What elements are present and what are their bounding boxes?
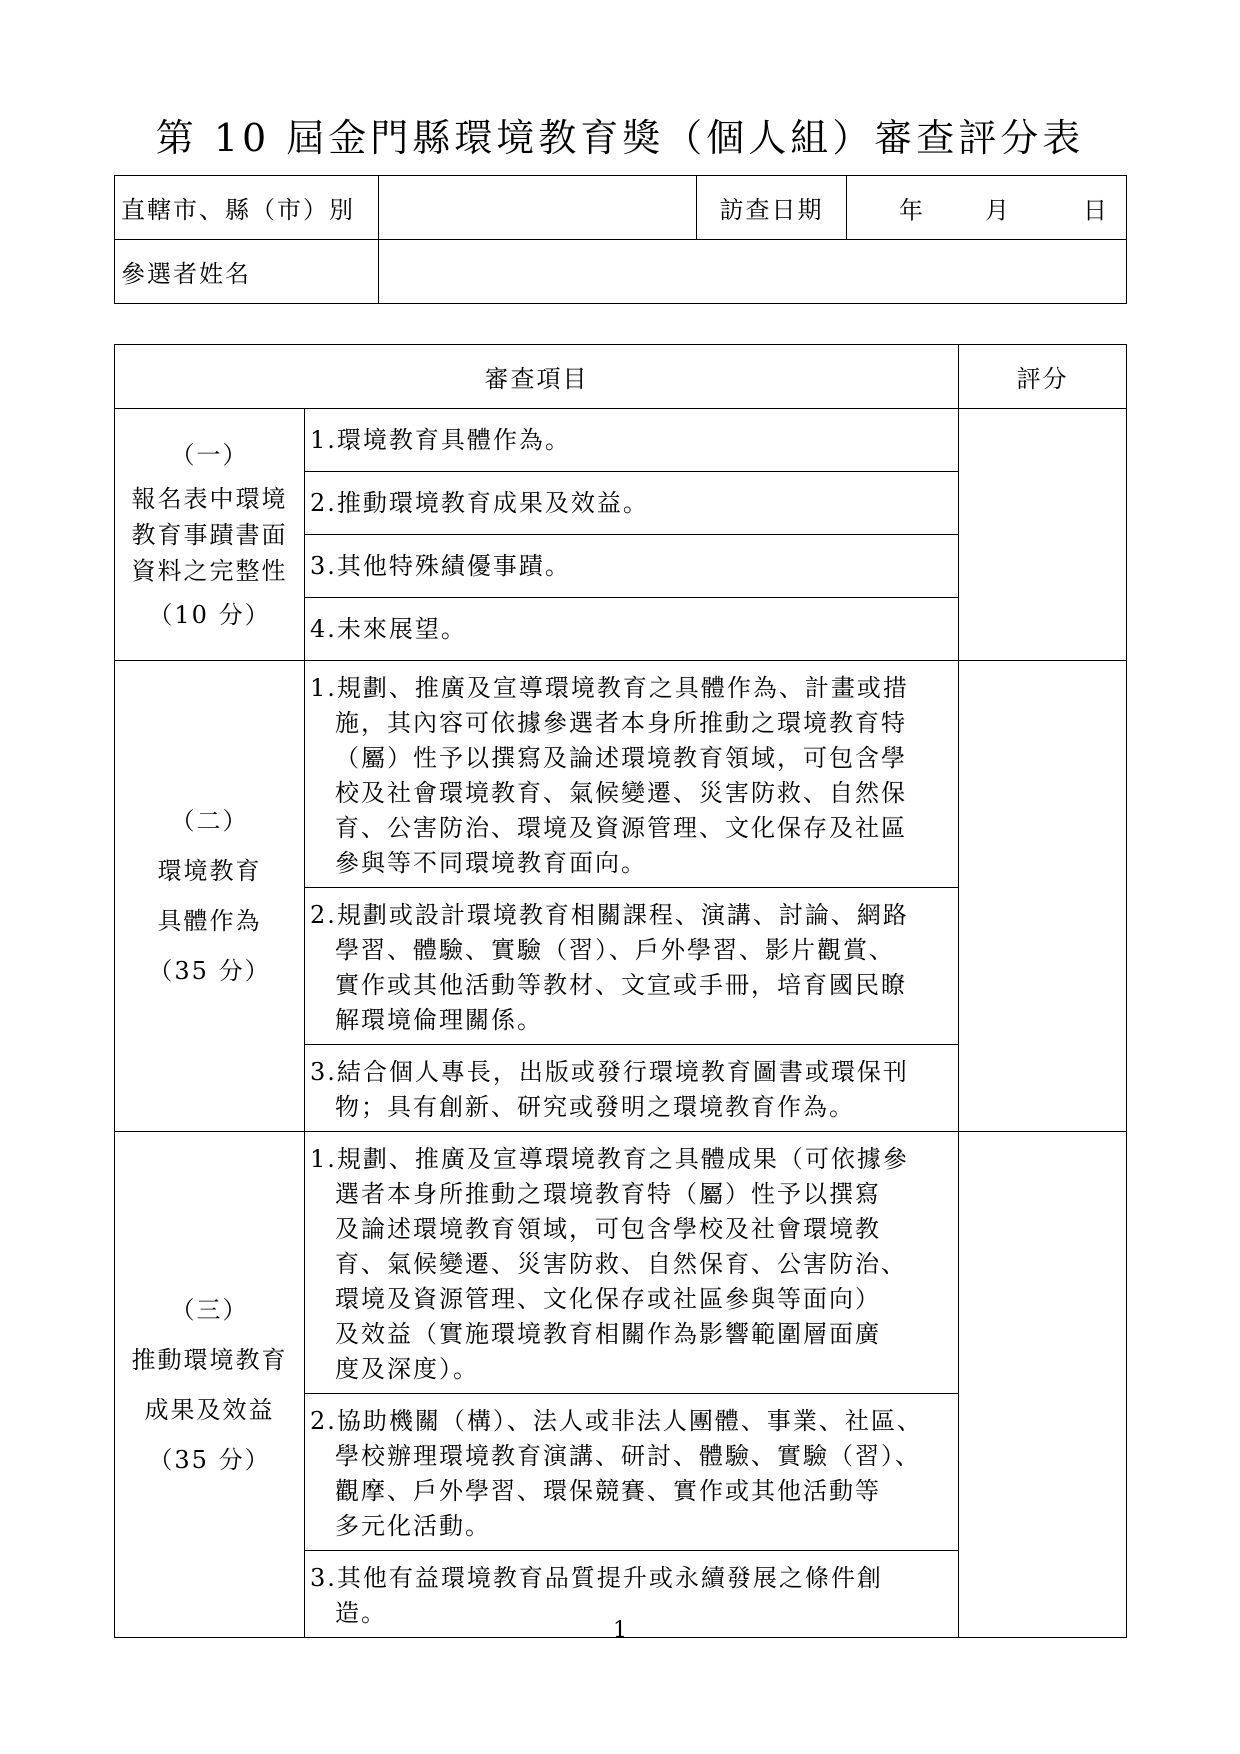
date-year-label: 年 <box>899 196 925 224</box>
section-3-score-cell[interactable] <box>959 1132 1127 1638</box>
review-item-line: 校及社會環境教育、氣候變遷、災害防救、自然保 <box>335 779 907 807</box>
review-item-line: 3.其他特殊績優事蹟。 <box>310 551 571 580</box>
review-item-line: 造。 <box>335 1599 387 1627</box>
review-item <box>305 661 959 888</box>
review-item <box>305 888 959 1045</box>
section-points: （35 分） <box>148 957 271 985</box>
review-header-row <box>115 345 1127 409</box>
section-number: （一） <box>170 440 249 469</box>
review-item <box>305 1045 959 1132</box>
section-name-line: 推動環境教育 <box>131 1345 288 1374</box>
review-item-line: 環境及資源管理、文化保存或社區參與等面向） <box>335 1285 881 1313</box>
section-1-score-cell[interactable] <box>959 409 1127 661</box>
review-item <box>305 1132 959 1394</box>
review-item-line: 1.規劃、推廣及宣導環境教育之具體作為、計畫或措 <box>310 674 909 702</box>
candidate-name-label: 參選者姓名 <box>115 240 379 304</box>
review-item-line: 學習、體驗、實驗（習）、戶外學習、影片觀賞、 <box>335 936 895 964</box>
review-item-line: 2.協助機關（構）、法人或非法人團體、事業、社區、 <box>310 1407 923 1435</box>
review-item-line: 育、公害防治、環境及資源管理、文化保存及社區 <box>335 814 907 842</box>
city-field[interactable] <box>379 176 697 240</box>
review-item-line: 育、氣候變遷、災害防救、自然保育、公害防治、 <box>335 1250 907 1278</box>
review-item-line: 1.環境教育具體作為。 <box>310 425 571 454</box>
review-item-line: 選者本身所推動之環境教育特（屬）性予以撰寫 <box>335 1180 881 1208</box>
review-score-table <box>114 344 1127 1638</box>
section-2-score-cell[interactable] <box>959 661 1127 1132</box>
review-item-line: 觀摩、戶外學習、環保競賽、實作或其他活動等 <box>335 1477 881 1505</box>
review-item <box>305 598 959 661</box>
review-item-row <box>115 661 1127 888</box>
date-month-label: 月 <box>985 196 1011 224</box>
section-2-category <box>115 661 305 1132</box>
review-item <box>305 1394 959 1551</box>
visit-date-label: 訪查日期 <box>697 176 847 240</box>
review-item-line: 及效益（實施環境教育相關作為影響範圍層面廣 <box>335 1320 881 1348</box>
section-3-category <box>115 1132 305 1638</box>
review-item-line: 度及深度）。 <box>335 1355 479 1383</box>
review-item-line: 1.規劃、推廣及宣導環境教育之具體成果（可依據參 <box>310 1145 909 1173</box>
review-item-line: 多元化活動。 <box>335 1512 491 1540</box>
page-title: 第 10 屆金門縣環境教育獎（個人組）審查評分表 <box>155 116 1085 160</box>
candidate-name-field[interactable] <box>379 240 1127 304</box>
review-item-line: 學校辦理環境教育演講、研討、體驗、實驗（習）、 <box>335 1442 921 1470</box>
section-points: （10 分） <box>148 600 271 629</box>
section-name-line: 環境教育 <box>157 857 262 885</box>
section-name-line: 具體作為 <box>157 907 262 935</box>
city-label: 直轄市、縣（市）別 <box>115 176 379 240</box>
review-item-line: 施，其內容可依據參選者本身所推動之環境教育特 <box>335 709 907 737</box>
section-name-line: 成果及效益 <box>144 1395 275 1424</box>
review-items-header: 審查項目 <box>115 345 959 409</box>
section-points: （35 分） <box>148 1445 271 1474</box>
section-name-line: 報名表中環境 <box>131 484 288 513</box>
review-item-line: 及論述環境教育領域，可包含學校及社會環境教 <box>335 1215 881 1243</box>
page-number: 1 <box>613 1618 627 1643</box>
section-number: （二） <box>170 807 249 835</box>
review-item <box>305 472 959 535</box>
review-item-row <box>115 409 1127 472</box>
review-item-line: 2.規劃或設計環境教育相關課程、演講、討論、網路 <box>310 901 909 929</box>
section-1-category <box>115 409 305 661</box>
review-item-line: 3.結合個人專長，出版或發行環境教育圖書或環保刊 <box>310 1058 909 1086</box>
section-number: （三） <box>170 1295 249 1324</box>
review-item-line: 物；具有創新、研究或發明之環境教育作為。 <box>335 1093 855 1121</box>
review-item-line: 參與等不同環境教育面向。 <box>335 849 647 877</box>
review-item-line: 4.未來展望。 <box>310 614 467 643</box>
review-item-line: （屬）性予以撰寫及論述環境教育領域，可包含學 <box>335 744 907 772</box>
date-day-label: 日 <box>1083 196 1109 224</box>
review-item-row <box>115 1132 1127 1394</box>
section-name-line: 教育事蹟書面 <box>131 520 288 549</box>
review-item <box>305 535 959 598</box>
review-item-line: 2.推動環境教育成果及效益。 <box>310 488 649 517</box>
review-item-line: 3.其他有益環境教育品質提升或永續發展之條件創 <box>310 1564 883 1592</box>
review-item-line: 實作或其他活動等教材、文宣或手冊，培育國民瞭 <box>335 971 907 999</box>
section-name-line: 資料之完整性 <box>131 556 288 585</box>
review-item <box>305 409 959 472</box>
visit-date-field[interactable] <box>847 176 1127 240</box>
review-item-line: 解環境倫理關係。 <box>335 1006 543 1034</box>
applicant-info-table <box>114 175 1127 304</box>
score-header: 評分 <box>959 345 1127 409</box>
